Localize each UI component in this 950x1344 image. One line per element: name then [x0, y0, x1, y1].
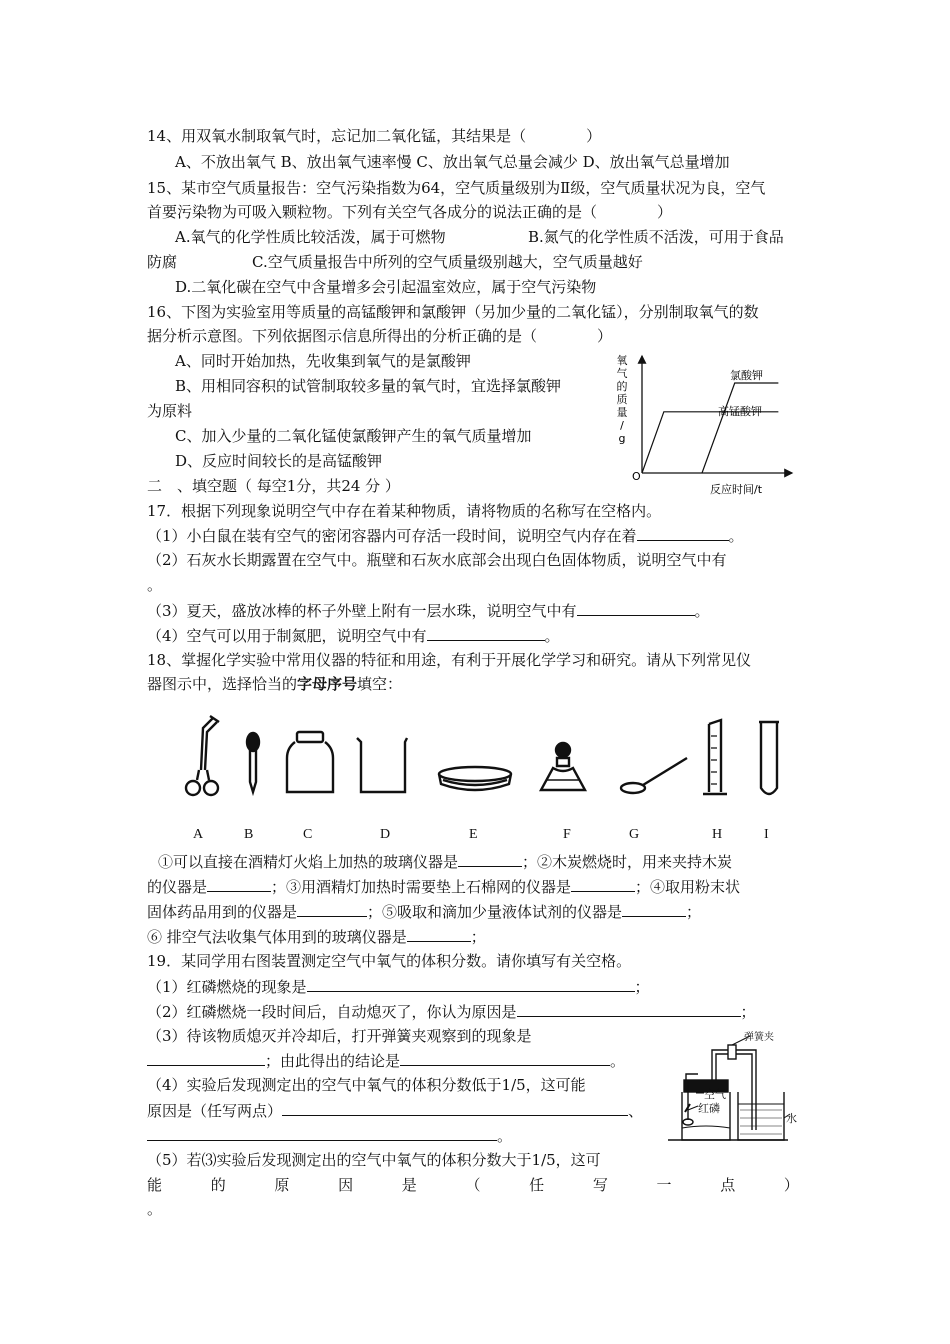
q16-option-b-cont: 为原料	[147, 402, 193, 420]
q16-stem-1: 16、下图为实验室用等质量的高锰酸钾和氯酸钾（另加少量的二氧化锰），分别制取氧气的数	[147, 303, 759, 321]
instrument-letter-e: E	[469, 827, 478, 842]
q15-stem-1: 15、某市空气质量报告：空气污染指数为64，空气质量级别为Ⅱ级，空气质量状况为良，空气	[147, 179, 766, 197]
q18-l4b: ；	[470, 928, 486, 946]
q18-l4a: ⑥ 排空气法收集气体用到的玻璃仪器是	[147, 928, 407, 946]
q18-blank-5[interactable]	[622, 900, 686, 917]
q15-option-b-cont: 防腐	[147, 253, 178, 271]
chart-y-label-char: 质	[616, 393, 628, 406]
medicine-spoon-icon	[621, 758, 687, 793]
q18-l3c: ；	[686, 903, 702, 921]
q19-item-5-end: 。	[147, 1200, 163, 1218]
q18-stem-2a: 器图示中，选择恰当的	[147, 675, 298, 693]
q19-item-5-char: 任	[529, 1176, 545, 1194]
q16-option-c: C、加入少量的二氧化锰使氯酸钾产生的氧气质量增加	[175, 427, 532, 445]
q19-item-1	[147, 975, 650, 998]
q19-item-5-char: （	[465, 1176, 481, 1194]
q17-item-3-text: （3）夏天，盛放冰棒的杯子外壁上附有一层水珠，说明空气中有	[147, 602, 577, 620]
fig-label-air: 空气	[704, 1088, 726, 1101]
q16-option-b: B、用相同容积的试管制取较多量的氧气时，宜选择氯酸钾	[175, 377, 562, 395]
chart-x-label: 反应时间/t	[710, 483, 763, 496]
q19-blank-2[interactable]	[517, 1000, 741, 1017]
chart-origin-label: O	[632, 470, 641, 483]
chart-y-label-char: /	[620, 419, 624, 432]
q18-line-3	[147, 900, 701, 923]
q19-item-5-char: 因	[338, 1176, 354, 1194]
q19-item-3-cont	[147, 1049, 625, 1072]
q15-stem-2: 首要污染物为可吸入颗粒物。下列有关空气各成分的说法正确的是（ ）	[147, 203, 673, 221]
q19-item-2	[147, 1000, 756, 1023]
q19-blank-5[interactable]	[282, 1099, 628, 1116]
q18-blank-3[interactable]	[571, 875, 635, 892]
q14-stem: 14、用双氧水制取氧气时，忘记加二氧化锰，其结果是（ ）	[147, 127, 602, 145]
q15-option-c: C.空气质量报告中所列的空气质量级别越大，空气质量越好	[252, 253, 643, 271]
q17-blank-3[interactable]	[577, 599, 695, 616]
q19-item-5-char: 原	[274, 1176, 290, 1194]
oxygen-apparatus-figure	[658, 1030, 798, 1148]
q19-item-2-end: ；	[740, 1003, 756, 1021]
series-line-kmno4	[642, 412, 778, 473]
q19-stem: 19．某同学用右图装置测定空气中氧气的体积分数。请你填写有关空格。	[147, 952, 632, 970]
q15-option-a: A.氧气的化学性质比较活泼，属于可燃物	[175, 228, 446, 246]
q18-stem-2c: 填空：	[357, 675, 403, 693]
chart-y-label-char: 氧	[616, 354, 628, 367]
q17-stem: 17．根据下列现象说明空气中存在着某种物质，请将物质的名称写在空格内。	[147, 502, 662, 520]
q18-l2a: 的仪器是	[147, 878, 208, 896]
instrument-letter-c: C	[303, 827, 313, 842]
q18-stem-2-bold: 字母序号	[297, 675, 358, 693]
instrument-letter-d: D	[380, 827, 391, 842]
q19-item-5-char: 的	[210, 1176, 226, 1194]
q18-l1b: ；②木炭燃烧时，用来夹持木炭	[522, 853, 733, 871]
section-2-heading: 二 、填空题（ 每空1分，共24 分 ）	[147, 477, 400, 495]
q19-item-5: （5）若⑶实验后发现测定出的空气中氧气的体积分数大于1/5，这可	[147, 1151, 601, 1169]
oxygen-mass-chart	[610, 348, 800, 498]
chart-y-label-char: 的	[616, 380, 628, 393]
q17-item-2: （2）石灰水长期露置在空气中。瓶壁和石灰水底部会出现白色固体物质，说明空气中有	[147, 551, 727, 569]
q16-option-a: A、同时开始加热，先收集到氧气的是氯酸钾	[175, 352, 471, 370]
q19-item-5-cont	[147, 1174, 799, 1196]
q17-period-4: 。	[544, 627, 560, 645]
crucible-tongs-icon	[186, 716, 219, 795]
series-line-kclo3	[702, 383, 778, 473]
q19-item-5-char: 点	[720, 1176, 736, 1194]
alcohol-lamp-icon	[541, 743, 585, 790]
fig-label-water: 水	[786, 1112, 797, 1125]
instrument-letter-a: A	[193, 827, 204, 842]
q14-options: A、不放出氧气 B、放出氧气速率慢 C、放出氧气总量会减少 D、放出氧气总量增加	[175, 153, 730, 171]
beaker-icon	[357, 738, 407, 792]
q18-line-2	[147, 875, 740, 898]
q19-item-5-char: 是	[401, 1176, 417, 1194]
instrument-letter-f: F	[563, 827, 571, 842]
fig-label-phosphorus: 红磷	[698, 1102, 720, 1115]
q18-l2c: ；④取用粉末状	[635, 878, 741, 896]
test-tube-icon	[759, 722, 779, 794]
q19-item-2-text: （2）红磷燃烧一段时间后，自动熄灭了，你认为原因是	[147, 1003, 517, 1021]
q18-l2b: ；③用酒精灯加热时需要垫上石棉网的仪器是	[271, 878, 572, 896]
q19-blank-4[interactable]	[400, 1049, 610, 1066]
q17-blank-1[interactable]	[637, 524, 729, 541]
fig-label-clamp: 弹簧夹	[744, 1032, 774, 1043]
q17-item-1	[147, 524, 744, 547]
q17-blank-4[interactable]	[427, 624, 545, 641]
wide-mouth-bottle-icon	[287, 732, 333, 792]
lab-instruments-figure	[175, 708, 795, 808]
q17-period-1: 。	[728, 527, 744, 545]
q18-blank-6[interactable]	[407, 925, 471, 942]
q19-item-4-cont	[147, 1099, 643, 1122]
q18-line-4	[147, 925, 486, 948]
q19-item-3-end: 。	[610, 1052, 626, 1070]
instrument-letter-b: B	[244, 827, 254, 842]
q19-item-4-cont2	[147, 1124, 512, 1147]
q19-item-5-char: 能	[147, 1176, 163, 1194]
q19-item-5-char: ）	[783, 1176, 799, 1194]
series-label-kclo3: 氯酸钾	[730, 369, 763, 382]
q18-l3a: 固体药品用到的仪器是	[147, 903, 298, 921]
q19-item-4: （4）实验后发现测定出的空气中氧气的体积分数低于1/5，这可能	[147, 1076, 586, 1094]
q18-stem-2	[147, 673, 402, 695]
q19-item-3b: ；由此得出的结论是	[265, 1052, 401, 1070]
q16-option-d: D、反应时间较长的是高锰酸钾	[175, 452, 383, 470]
series-label-kmno4: 高锰酸钾	[718, 405, 762, 418]
q19-item-1-text: （1）红磷燃烧的现象是	[147, 978, 307, 996]
q18-blank-2[interactable]	[207, 875, 271, 892]
instrument-letter-i: I	[764, 827, 769, 842]
q17-item-3	[147, 599, 710, 622]
evaporating-dish-icon	[439, 767, 511, 790]
q17-item-2-end: 。	[147, 576, 163, 594]
q17-item-1-text: （1）小白鼠在装有空气的密闭容器内可存活一段时间，说明空气内存在着	[147, 527, 637, 545]
q17-period-3: 。	[694, 602, 710, 620]
q19-item-5-char: 一	[656, 1176, 672, 1194]
graduated-cylinder-icon	[703, 720, 727, 794]
q18-line-1	[158, 850, 732, 873]
chart-y-label-char: 气	[616, 367, 628, 380]
q18-stem-1: 18、掌握化学实验中常用仪器的特征和用途，有利于开展化学学习和研究。请从下列常见仪	[147, 651, 752, 669]
dropper-icon	[247, 733, 259, 792]
q19-blank-1[interactable]	[307, 975, 635, 992]
q19-item-3: （3）待该物质熄灭并冷却后，打开弹簧夹观察到的现象是	[147, 1027, 532, 1045]
instrument-letter-g: G	[629, 827, 640, 842]
chart-y-label	[617, 353, 628, 445]
q17-item-4-text: （4）空气可以用于制氮肥，说明空气中有	[147, 627, 427, 645]
q19-item-4b: 原因是（任写两点）	[147, 1102, 283, 1120]
q19-item-4-end: 。	[497, 1127, 513, 1145]
q19-blank-6[interactable]	[147, 1124, 497, 1141]
q18-l3b: ；⑤吸取和滴加少量液体试剂的仪器是	[367, 903, 623, 921]
q19-item-1-end: ；	[634, 978, 650, 996]
q19-item-5-char: 写	[592, 1176, 608, 1194]
chart-y-label-char: 量	[616, 406, 628, 419]
q18-l1a: ①可以直接在酒精灯火焰上加热的玻璃仪器是	[158, 853, 459, 871]
q19-item-4c: 、	[628, 1102, 644, 1120]
chart-y-label-char: g	[618, 432, 626, 445]
q17-item-4	[147, 624, 560, 647]
q15-option-b: B.氮气的化学性质不活泼，可用于食品	[528, 228, 784, 246]
instrument-letter-h: H	[712, 827, 723, 842]
q18-blank-1[interactable]	[458, 850, 522, 867]
q18-blank-4[interactable]	[297, 900, 367, 917]
q15-option-d: D.二氧化碳在空气中含量增多会引起温室效应，属于空气污染物	[175, 278, 597, 296]
q19-blank-3[interactable]	[147, 1049, 265, 1066]
q16-stem-2: 据分析示意图。下列依据图示信息所得出的分析正确的是（ ）	[147, 327, 613, 345]
